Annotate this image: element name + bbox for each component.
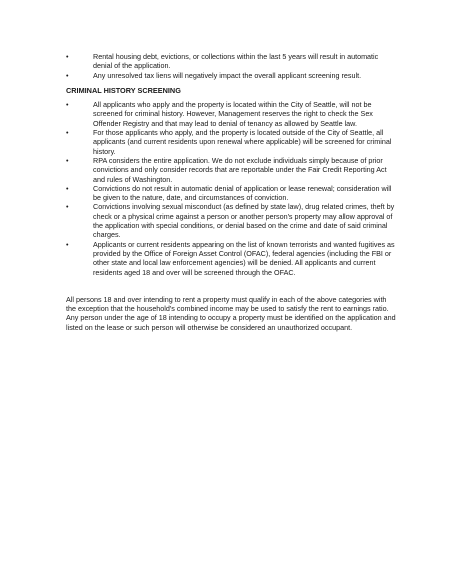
bullet-marker: • <box>66 70 69 80</box>
bullet-marker: • <box>66 202 69 212</box>
bullet-marker: • <box>66 52 69 61</box>
top-bullet-list <box>66 52 397 80</box>
list-item <box>66 100 397 128</box>
list-item-text: Any unresolved tax liens will negatively impact the overall applicant screening result. <box>93 70 362 80</box>
list-item-text: Applicants or current residents appearing on the list of known terrorists and wanted fugitives as provided by the Office of Foreign Asset Control (OFAC), federal agencies (including the FBI or other state and local law enforcement agencies) will be denied. All applicants and current residents aged 18 and over will be screened through the OFAC. <box>93 239 395 277</box>
list-item <box>66 202 397 239</box>
list-item <box>66 128 397 156</box>
list-item <box>66 71 397 80</box>
list-item-text: Rental housing debt, evictions, or collections within the last 5 years will result in automatic denial of the application. <box>93 52 379 71</box>
bullet-marker: • <box>66 128 69 138</box>
list-item <box>66 184 397 203</box>
list-item <box>66 156 397 184</box>
bullet-marker: • <box>66 183 69 193</box>
list-item-text: RPA considers the entire application. We do not exclude individuals simply because of prior convictions and only consider records that are reportable under the Fair Credit Reporting Act and rules of Washington. <box>93 155 387 184</box>
bullet-marker: • <box>66 155 69 165</box>
bullet-marker: • <box>66 100 69 110</box>
section-heading: CRIMINAL HISTORY SCREENING <box>66 85 181 95</box>
bullet-marker: • <box>66 239 69 249</box>
list-item-text: Convictions do not result in automatic denial of application or lease renewal; consideration will be given to the nature, date, and circumstances of conviction. <box>93 183 392 203</box>
closing-paragraph: All persons 18 and over intending to rent a property must qualify in each of the above categories with the exception that the household's combined income may be used to satisfy the rent to earnings ratio. Any person under the age of 18 intending to occupy a property must be identified on the application and listed on the lease or such person will otherwise be considered an unauthorized occupant. <box>66 294 396 332</box>
list-item <box>66 52 397 71</box>
list-item-text: Convictions involving sexual misconduct (as defined by state law), drug related crimes, theft by check or a physical crime against a person or another person's property may allow approval of the application with special conditions, or denial based on the crime and date of said criminal charges. <box>93 202 395 240</box>
list-item <box>66 240 397 277</box>
criminal-screening-list <box>66 100 397 277</box>
list-item-text: All applicants who apply and the property is located within the City of Seattle, will not be screened for criminal history. However, Management reserves the right to check the Sex Offender Registry and that may lead to denial of tenancy as allowed by Seattle law. <box>93 100 373 128</box>
list-item-text: For those applicants who apply, and the property is located outside of the City of Seattle, all applicants (and current residents upon renewal where applicable) will be screened for criminal history. <box>93 128 392 156</box>
